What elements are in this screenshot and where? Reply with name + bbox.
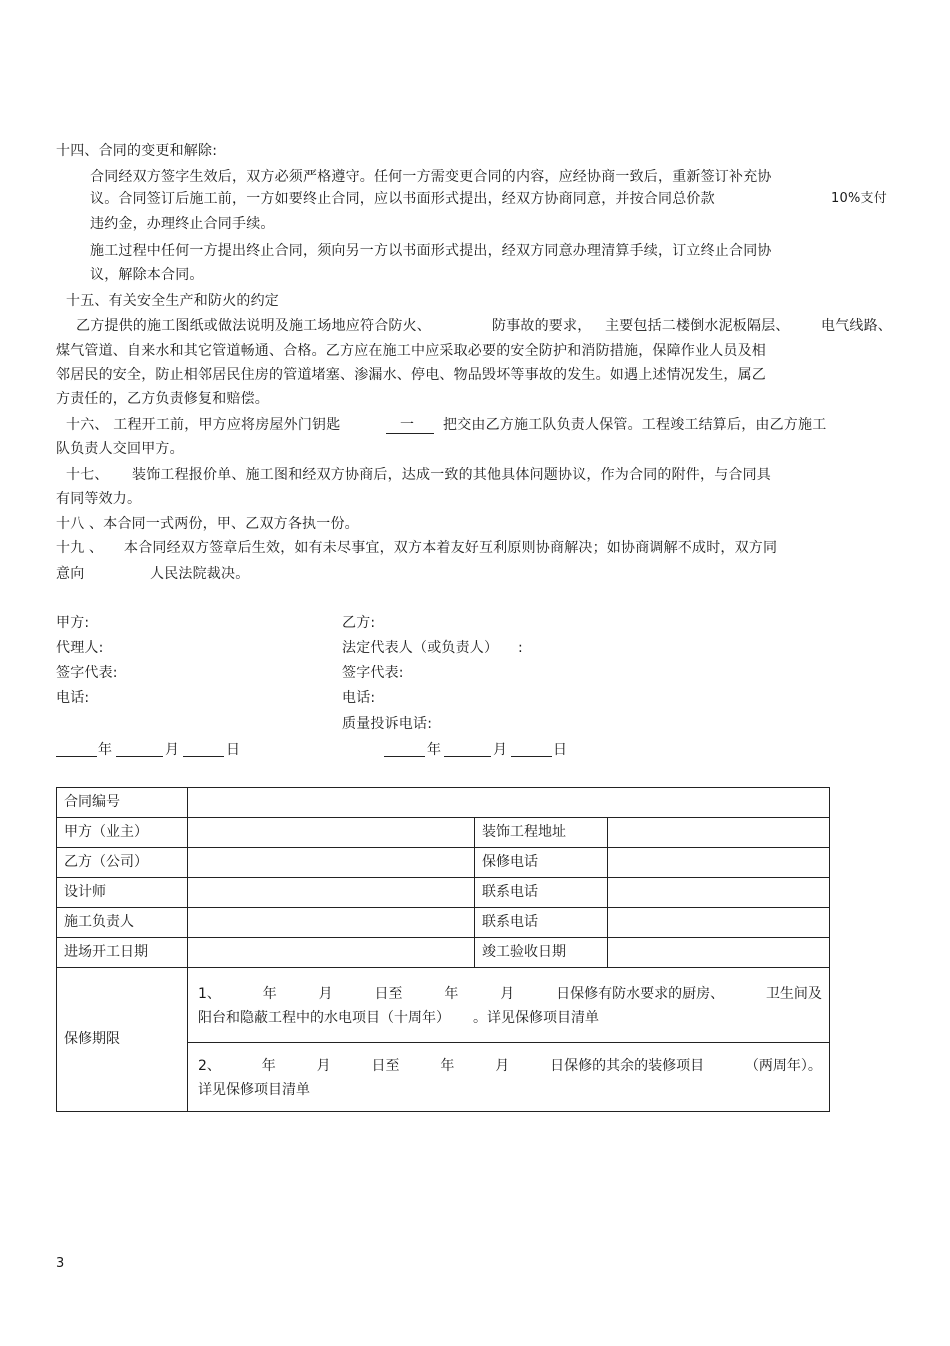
sign-rep-a-label: 签字代表: [56,665,118,681]
clause-14-title: 十四、合同的变更和解除: [56,143,218,159]
warranty-2-year-end: 年 [440,1058,455,1074]
clause-15-text: 防事故的要求， [492,318,592,334]
warranty-1-year: 年 [262,986,277,1002]
phone-b-label: 电话: [342,690,376,706]
date-b-month-blank [444,756,491,757]
warranty-2-day-to: 日至 [371,1058,400,1074]
clause-14-text: 违约金，办理终止合同手续。 [90,216,275,232]
warranty-phone-value[interactable] [608,848,830,878]
clause-17-text: 有同等效力。 [56,491,142,507]
clause-19-text: 本合同经双方签章后生效，如有未尽事宜，双方本着友好互利原则协商解决；如协商调解不成时，双方同 [124,540,778,556]
date-a-year: 年 [98,742,113,758]
clause-15-text: 电气线路、 [821,318,892,334]
warranty-phone-label: 保修电话 [475,848,608,878]
warranty-period-label: 保修期限 [57,968,188,1112]
warranty-2-year: 年 [261,1058,276,1074]
sign-rep-b-label: 签字代表: [342,665,404,681]
clause-14-text: 施工过程中任何一方提出终止合同，须向另一方以书面形式提出，经双方同意办理清算手续，订立终止合同协 [90,243,772,259]
warranty-1-month: 月 [318,986,333,1002]
warranty-1-year-end: 年 [444,986,459,1002]
warranty-2-month-end: 月 [495,1058,510,1074]
clause-19-text: 人民法院裁决。 [150,566,250,582]
project-address-label: 装饰工程地址 [475,818,608,848]
warranty-1-tail: 卫生间及 [765,986,822,1002]
clause-16-key-count: 一 [400,417,415,433]
contract-no-value[interactable] [188,788,830,818]
party-a-owner-label: 甲方（业主） [57,818,188,848]
acceptance-date-value[interactable] [608,938,830,968]
table-row [57,818,830,848]
designer-label: 设计师 [57,878,188,908]
table-row [57,848,830,878]
party-b-company-value[interactable] [188,848,475,878]
warranty-item-1-line2 [198,1006,822,1030]
date-b-month: 月 [493,742,508,758]
contact-phone-label: 联系电话 [475,878,608,908]
clause-14-text: 议，解除本合同。 [90,267,204,283]
warranty-item-2 [188,1043,830,1112]
page-number: 3 [56,1256,65,1271]
legal-rep-colon: : [518,640,523,656]
clause-16-text: 十六、 工程开工前，甲方应将房屋外门钥匙 [66,417,341,433]
date-a-day: 日 [226,742,241,758]
warranty-1-note: 。详见保修项目清单 [473,1010,599,1026]
table-row [57,938,830,968]
warranty-2-tail: （两周年）。 [744,1058,822,1074]
contract-no-label: 合同编号 [57,788,188,818]
construction-lead-label: 施工负责人 [57,908,188,938]
clause-15-text: 邻居民的安全，防止相邻居民住房的管道堵塞、渗漏水、停电、物品毁坏等事故的发生。如遇上述情况发生，属乙 [56,367,766,383]
warranty-item-1 [188,968,830,1043]
party-b-company-label: 乙方（公司） [57,848,188,878]
contact-phone-value[interactable] [608,908,830,938]
clause-15-text: 乙方提供的施工图纸或做法说明及施工场地应符合防火、 [76,318,431,334]
acceptance-date-label: 竣工验收日期 [475,938,608,968]
party-a-owner-value[interactable] [188,818,475,848]
warranty-1-day-to: 日至 [374,986,403,1002]
clause-14-text: 议。合同签订后施工前，一方如要终止合同，应以书面形式提出，经双方协商同意，并按合同总价款 [90,191,715,207]
key-count-underline [386,433,434,434]
table-row [57,908,830,938]
phone-a-label: 电话: [56,690,90,706]
clause-15-text: 方责任的，乙方负责修复和赔偿。 [56,391,269,407]
warranty-item-1-line1 [198,982,822,1006]
date-a-month-blank [116,756,163,757]
clause-14-text: 合同经双方签字生效后，双方必须严格遵守。任何一方需变更合同的内容，应经协商一致后，重新签订补充协 [90,169,772,185]
warranty-2-num: 2、 [198,1058,221,1074]
construction-lead-value[interactable] [188,908,475,938]
clause-19-number: 十九 、 [56,540,104,556]
project-address-value[interactable] [608,818,830,848]
date-b-day: 日 [553,742,568,758]
table-row [57,968,830,1043]
clause-15-text: 煤气管道、自来水和其它管道畅通、合格。乙方应在施工中应采取必要的安全防护和消防措施，保障作业人员及相 [56,343,766,359]
date-b-day-blank [511,756,552,757]
date-b-year: 年 [427,742,442,758]
warranty-2-month: 月 [316,1058,331,1074]
table-row [57,788,830,818]
warranty-2-text: 日保修的其余的装修项目 [550,1058,705,1074]
date-a-year-blank [56,756,97,757]
clause-19-text: 意向 [56,566,85,582]
warranty-item-2-line2: 详见保修项目清单 [198,1082,310,1098]
contact-phone-label: 联系电话 [475,908,608,938]
party-b-label: 乙方: [342,615,376,631]
clause-18-text: 十八 、本合同一式两份，甲、乙双方各执一份。 [56,516,359,532]
warranty-item-2-line1 [198,1054,822,1078]
designer-value[interactable] [188,878,475,908]
contact-phone-value[interactable] [608,878,830,908]
complaint-phone-label: 质量投诉电话: [342,716,433,732]
agent-label: 代理人: [56,640,104,656]
date-b-year-blank [384,756,425,757]
party-a-label: 甲方: [56,615,90,631]
clause-15-title: 十五、有关安全生产和防火的约定 [66,293,279,309]
clause-14-percent: 10%支付 [831,191,887,206]
clause-17-number: 十七、 [66,467,109,483]
clause-16-text: 队负责人交回甲方。 [56,441,184,457]
start-date-value[interactable] [188,938,475,968]
contract-info-table [56,787,830,1112]
table-row [57,878,830,908]
date-a-day-blank [183,756,224,757]
start-date-label: 进场开工日期 [57,938,188,968]
date-a-month: 月 [165,742,180,758]
clause-16-text: 把交由乙方施工队负责人保管。工程竣工结算后，由乙方施工 [443,417,827,433]
warranty-1-text: 日保修有防水要求的厨房、 [556,986,725,1002]
warranty-1-scope: 阳台和隐蔽工程中的水电项目（十周年） [198,1010,443,1026]
warranty-1-num: 1、 [198,986,221,1002]
clause-17-text: 装饰工程报价单、施工图和经双方协商后，达成一致的其他具体问题协议，作为合同的附件，与合同具 [132,467,771,483]
legal-rep-label: 法定代表人（或负责人） [342,640,499,656]
clause-15-text: 主要包括二楼倒水泥板隔层、 [605,318,790,334]
warranty-1-month-end: 月 [500,986,515,1002]
